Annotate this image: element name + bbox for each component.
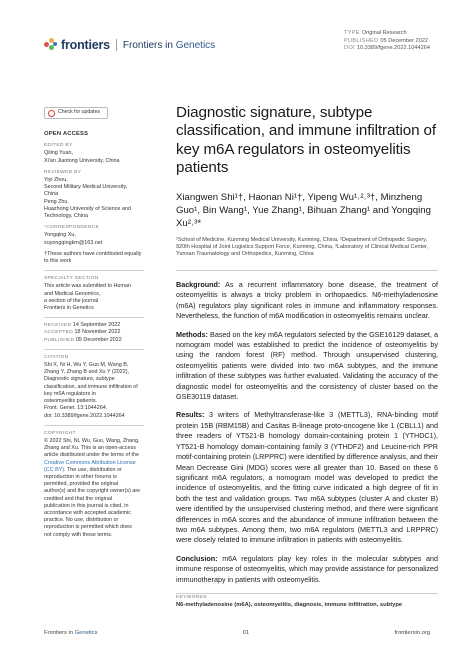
citation-label: CITATION: [44, 354, 69, 360]
page-footer: [44, 630, 430, 636]
date-published: PUBLISHED 05 December 2022: [44, 336, 122, 343]
logo-wordmark: frontiers: [61, 38, 110, 52]
sidebar-divider: [44, 317, 144, 318]
copyright-label: COPYRIGHT: [44, 430, 76, 436]
sidebar-divider: [44, 270, 144, 271]
citation: Shi X, Ni H, Wu Y, Guo M, Wang B, Zhang Y, Zhang B and Xu Y (2022), Diagnostic signature, subtype classification, and immune infiltration of key m6A regulators in osteomyelitis patients. Front. Genet. 13:1044264. doi: 10.3389/fgene.2022.1044264: [44, 362, 138, 419]
page-header: [0, 0, 474, 84]
date-accepted: ACCEPTED 18 November 2022: [44, 329, 121, 336]
frontiers-logo-icon: [44, 38, 58, 52]
sidebar-divider: [44, 349, 144, 350]
affiliations: ¹School of Medicine, Kunming Medical University, Kunming, China, ²Department of Orthopedic Surgery, 920th Hospital of Joint Logistics Support Force, Kunming, China, ³Laboratory of Clinical Medical Center, Yunnan Traumatology and Orthopedics, Kunming, China: [176, 236, 429, 258]
article-sidebar: [44, 107, 144, 539]
meta-type: TYPE Original Research: [344, 30, 407, 36]
edited-by: Qiling Yuan, Xi'an Jiaotong University, China: [44, 150, 120, 164]
page-number: 01: [242, 630, 250, 636]
keywords-list: N6-methyladenosine (m6A), osteomyelitis, diagnosis, immune infiltration, subtype: [176, 601, 403, 608]
article-title: Diagnostic signature, subtype classification, and immune infiltration of key m6A regulators in osteomyelitis patients: [176, 104, 437, 177]
abstract: [176, 270, 438, 594]
journal-logo[interactable]: [44, 38, 215, 52]
abstract-background: Background: As a recurrent inflammatory bone disease, the treatment of osteomyelitis is always a tricky problem in orthopaedics. N6-methyladenosine (m6A) regulators play significant roles in immune and inflammatory responses. Nevertheless, the function of m6A modification in osteomyelitis remains unclear.: [176, 280, 438, 321]
journal-title: [123, 40, 215, 51]
logo-divider: [116, 39, 117, 51]
footer-site-link[interactable]: frontiersin.org: [394, 630, 430, 636]
keywords-section: [176, 594, 438, 609]
article-main: [176, 104, 438, 258]
article-meta: [344, 30, 430, 53]
reviewed-by: Yiyi Zhou, Second Military Medical University, China Peng Zhu, Huazhong University of Science and Technology, China: [44, 177, 131, 220]
correspondence-label: *CORRESPONDENCE: [44, 225, 100, 231]
meta-published: PUBLISHED 05 December 2022: [344, 37, 428, 44]
open-access-label: OPEN ACCESS: [44, 131, 89, 137]
update-check-icon: [48, 110, 55, 117]
keywords-label: KEYWORDS: [176, 595, 207, 600]
cc-by-license-link[interactable]: Creative Commons Attribution License (CC BY): [44, 459, 136, 473]
specialty-section: This article was submitted to Human and Medical Genomics, a section of the journal Frontiers in Genetics: [44, 283, 131, 312]
specialty-section-label: SPECIALTY SECTION: [44, 276, 99, 282]
footer-journal: Frontiers in Genetics: [44, 630, 98, 636]
equal-contribution-note: †These authors have contributed equally to this work: [44, 250, 142, 265]
correspondence[interactable]: Yongqing Xu, xuyongqingkm@163.net: [44, 232, 103, 246]
copyright: © 2022 Shi, Ni, Wu, Guo, Wang, Zhang, Zhang and Xu. This is an open-access article distributed under the terms of the Creative Commons Attribution License (CC BY). The use, distribution or reproduction in other forums is permitted, provided the original author(s) and the copyright owner(s) are credited and that the original publication in this journal is cited, in accordance with accepted academic practice. No use, distribution or reproduction is permitted which does not comply with these terms.: [44, 437, 141, 538]
journal-prefix: Frontiers in: [122, 39, 173, 51]
abstract-conclusion: Conclusion: m6A regulators play key roles in the molecular subtypes and immune response of osteomyelitis, which may provide assistance for personalized immunotherapy in patients with osteomyelitis.: [176, 553, 438, 584]
abstract-methods: Methods: Based on the key m6A regulators selected by the GSE16129 dataset, a nomogram model was established to predict the incidence of osteomyelitis by using the random forest (RF) method. Through unsupervised clustering, osteomyelitis patients were divided into two m6A subtypes, and the immune infiltration of these subtypes was further evaluated. Validating the accuracy of the diagnostic model for osteomyelitis and the consistency of cluster based on the GSE30119 dataset.: [176, 329, 438, 402]
reviewed-by-label: REVIEWED BY: [44, 169, 82, 175]
journal-field: Genetics: [175, 39, 216, 51]
abstract-results: Results: 3 writers of Methyltransferase-like 3 (METTL3), RNA-binding motif protein 15B (RBM15B) and Casitas B-lineage proto-oncogene like 1 (CBLL1) and three readers of YT521-B homology domain-containing protein 1 (YTHDC1), YT521-B homology domain-containing family 3 (YTHDF2) and Leucine-rich PPR motif-containing protein (LRPPRC) were identified by difference analysis, and their Mean Decrease Gini (MDG) scores were all greater than 10. Based on these 6 significant m6A regulators, a nomogram model was developed to predict the incidence of osteomyelitis, and the fitting curve indicated a high degree of fit in both the test and validation groups. Two m6A subtypes (cluster A and cluster B) were identified by the unsupervised clustering method, and there were significant differences in m6A scores and the abundance of immune infiltration between the two m6A subtypes. Among them, two m6A regulators (METTL3 and LRPPRC) were closely related to immune infiltration in patients with osteomyelitis.: [176, 410, 438, 545]
check-updates-label: Check for updates: [58, 109, 101, 116]
check-for-updates-button[interactable]: [44, 107, 108, 119]
date-received: RECEIVED 14 September 2022: [44, 322, 121, 329]
meta-doi: DOI 10.3389/fgene.2022.1044264: [344, 45, 430, 52]
edited-by-label: EDITED BY: [44, 143, 73, 149]
sidebar-divider: [44, 425, 144, 426]
author-list[interactable]: Xiangwen Shi¹†, Haonan Ni¹†, Yipeng Wu¹˒²˒³†, Minzheng Guo¹, Bin Wang¹, Yue Zhang¹, Bihuan Zhang¹ and Yongqing Xu²˒³*: [176, 191, 431, 230]
